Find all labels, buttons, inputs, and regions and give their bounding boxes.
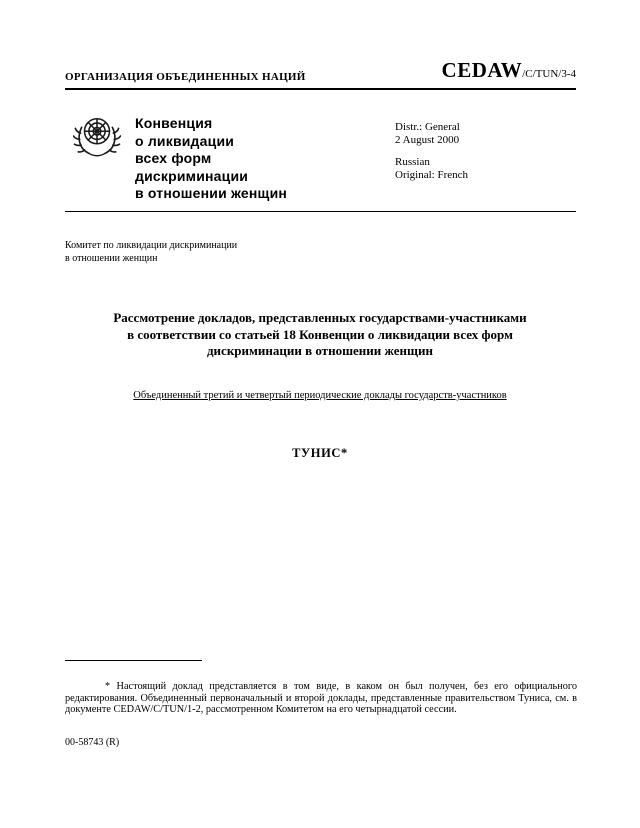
language-line: Russian [395, 156, 430, 168]
main-heading-line: Рассмотрение докладов, представленных государствами-участниками [113, 310, 527, 325]
convention-title-line: дискриминации [135, 167, 249, 184]
convention-title-line: всех форм [135, 150, 212, 166]
convention-title-line: в отношении женщин [135, 185, 288, 201]
distribution-group [395, 121, 468, 147]
footnote-text: * Настоящий доклад представляется в том виде, в каком он был получен, без его официального редактирования. Объединенный первоначальный и второй доклады, представленные правительством Туниса, см. в документе CEDAW/C/TUN/1-2, рассмотренном Комитетом на его четырнадцатой сессии. [65, 681, 577, 715]
distr-line: Distr.: General [395, 121, 460, 133]
country-title: ТУНИС* [292, 446, 348, 460]
convention-title [135, 115, 287, 203]
document-symbol [442, 58, 576, 83]
document-symbol-main: CEDAW [441, 58, 523, 82]
footnote-separator [65, 660, 202, 661]
language-group [395, 156, 468, 182]
convention-title-line: Конвенция [135, 115, 213, 131]
original-language-line: Original: French [395, 169, 469, 181]
committee-line: в отношении женщин [65, 252, 158, 264]
document-number: 00-58743 (R) [65, 737, 120, 748]
org-name: ОРГАНИЗАЦИЯ ОБЪЕДИНЕННЫХ НАЦИЙ [65, 71, 306, 83]
document-header [65, 58, 576, 90]
masthead [65, 105, 576, 212]
subheading-text: Объединенный третий и четвертый периодические доклады государств-участников [133, 390, 507, 401]
convention-title-line: о ликвидации [135, 132, 235, 149]
main-heading-line: дискриминации в отношении женщин [206, 343, 433, 358]
main-heading [40, 310, 600, 360]
main-heading-line: в соответствии со статьей 18 Конвенции о ликвидации всех форм [127, 326, 513, 342]
un-emblem-icon [73, 112, 121, 162]
distr-date: 2 August 2000 [395, 134, 460, 146]
distribution-info [395, 121, 468, 191]
document-symbol-suffix: /C/TUN/3-4 [522, 68, 576, 80]
committee-line: Комитет по ликвидации дискриминации [65, 240, 238, 251]
subheading [40, 390, 600, 401]
committee-name [65, 240, 237, 265]
